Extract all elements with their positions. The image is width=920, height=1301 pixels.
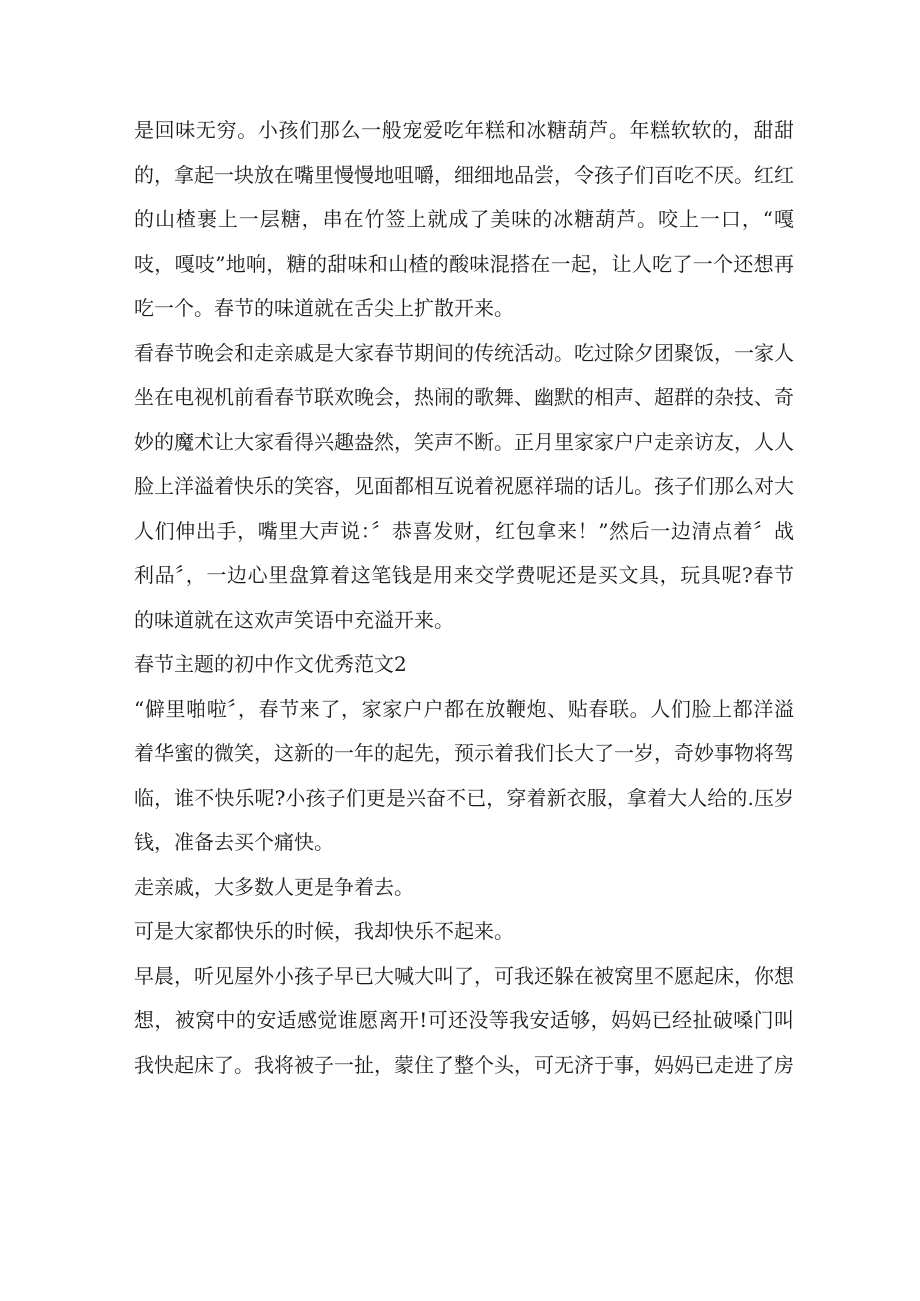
paragraph-1: 是回味无穷。小孩们那么一般宠爱吃年糕和冰糖葫芦。年糕软软的，甜甜的，拿起一块放在嘴里慢慢地咀嚼，细细地品尝，令孩子们百吃不厌。红红的山楂裹上一层糖，串在竹签上就成了美味的冰糖葫芦。咬上一口，“嘎吱，嘎吱”地响，糖的甜味和山楂的酸味混搭在一起，让人吃了一个还想再吃一个。春节的味道就在舌尖上扩散开来。: [134, 118, 794, 320]
paragraph-6: 早晨，听见屋外小孩子早已大喊大叫了，可我还躲在被窝里不愿起床，你想想，被窝中的安适感觉谁愿离开!可还没等我安适够，妈妈已经扯破嗓门叫我快起床了。我将被子一扯，蒙住了整个头，可无济于事，妈妈已走进了房: [134, 963, 794, 1077]
document-body: [134, 108, 794, 1087]
section-heading: 春节主题的初中作文优秀范文2: [134, 652, 407, 676]
paragraph-2: 看春节晚会和走亲戚是大家春节期间的传统活动。吃过除夕团聚饭，一家人坐在电视机前看春节联欢晚会，热闹的歌舞、幽默的相声、超群的杂技、奇妙的魔术让大家看得兴趣盎然，笑声不断。正月里家家户户走亲访友，人人脸上洋溢着快乐的笑容，见面都相互说着祝愿祥瑞的话儿。孩子们那么对大人们伸出手，嘴里大声说：〞恭喜发财，红包拿来！”然后一边清点着〞战利品〞，一边心里盘算着这笔钱是用来交学费呢还是买文具，玩具呢?春节的味道就在这欢声笑语中充溢开来。: [134, 340, 794, 632]
paragraph-5: 可是大家都快乐的时候，我却快乐不起来。: [134, 919, 514, 943]
paragraph-3: “僻里啪啦〞，春节来了，家家户户都在放鞭炮、贴春联。人们脸上都洋溢着华蜜的微笑，这新的一年的起先，预示着我们长大了一岁，奇妙事物将驾临，谁不快乐呢?小孩子们更是兴奋不已，穿着新衣服，拿着大人给的.压岁钱，准备去买个痛快。: [134, 696, 794, 854]
paragraph-4: 走亲戚，大多数人更是争着去。: [134, 874, 414, 899]
